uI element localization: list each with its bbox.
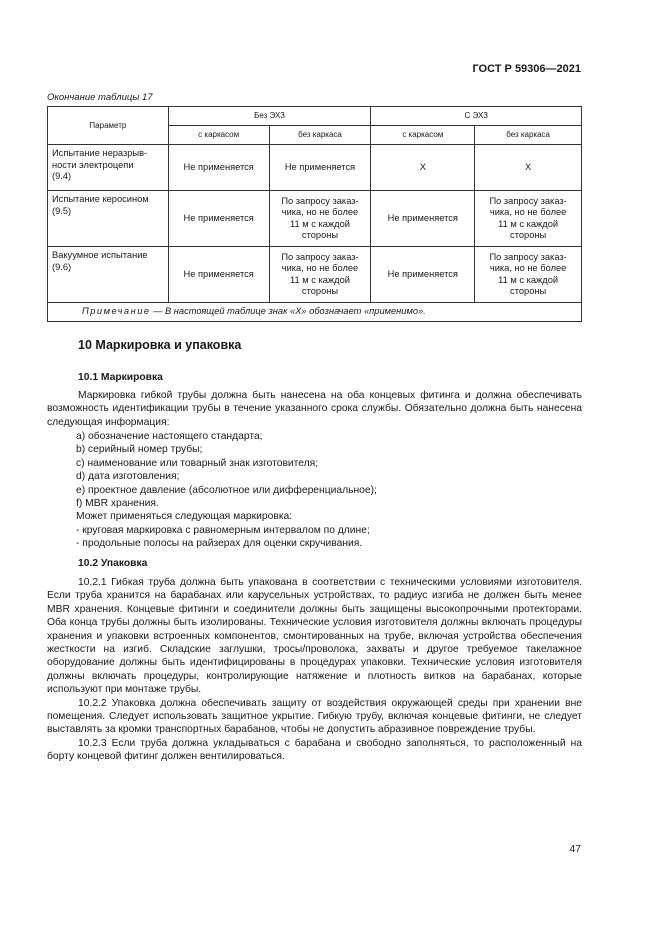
packaging-text (47, 576, 582, 764)
cell: По запросу заказ- чика, но не более 11 м с каждой стороны (269, 191, 371, 247)
sub-header: без каркаса (475, 126, 582, 145)
cell: Не применяется (168, 145, 269, 191)
list-item: b) серийный номер трубы; (76, 444, 203, 456)
list-item: f) MBR хранения. (76, 498, 159, 510)
cell: По запросу заказ- чика, но не более 11 м с каждой стороны (475, 191, 582, 247)
row-param: Вакуумное испытание (9.6) (48, 247, 169, 303)
cell: Х (475, 145, 582, 191)
table-17 (47, 106, 582, 322)
sub-header: с каркасом (168, 126, 269, 145)
table-note (48, 303, 582, 322)
paragraph-10-2-1: 10.2.1 Гибкая труба должна быть упакована в соответствии с техническими условиями изготовителя. Если труба хранится на барабанах или карусельных устройствах, то радиус изгиба не должен быть менее MBR хранения. Концевые фитинги и соединители должны быть защищены высокопрочными протекторами. Оба конца трубы должны быть изолированы. Технические условия изготовителя должны включать процедуры хранения и упаковки встроенных компонентов, смонтированных на трубе, включая устройства обеспечения жесткости на изгиб. Складские заглушки, тросы/проволока, захваты и другое требуемое такелажное оборудование должны быть идентифицированы в процедурах упаковки. Технические условия изготовителя должны включать процедуры, контролирующие натяжение и плотность витков на барабанах, которые используют при монтаже трубы. (47, 577, 582, 696)
cell: По запросу заказ- чика, но не более 11 м с каждой стороны (269, 247, 371, 303)
group-header-without-ecp: Без ЭХЗ (168, 107, 371, 126)
table-caption: Окончание таблицы 17 (47, 92, 153, 103)
list-item: d) дата изготовления; (76, 471, 180, 483)
sub-header: с каркасом (371, 126, 475, 145)
section-title: 10 Маркировка и упаковка (78, 338, 242, 352)
document-code: ГОСТ Р 59306—2021 (472, 63, 581, 75)
cell: Х (371, 145, 475, 191)
row-param: Испытание неразрыв- ности электроцепи (9.4) (48, 145, 169, 191)
list-item: - круговая маркировка с равномерным интервалом по длине; (76, 524, 370, 536)
subsection-title-marking: 10.1 Маркировка (78, 372, 163, 383)
note-label: Примечание (82, 306, 151, 316)
cell: Не применяется (168, 191, 269, 247)
list-item: - продольные полосы на райзерах для оценки скручивания. (76, 538, 363, 550)
table-row (48, 191, 582, 247)
marking-paragraph: Маркировка гибкой трубы должна быть нанесена на оба концевых фитинга и должна обеспечивать возможность идентификации трубы в течение указанного срока службы. Обязательно должна быть нанесена следующая информация: (47, 390, 582, 428)
list-item: а) обозначение настоящего стандарта; (76, 431, 263, 442)
table-row (48, 247, 582, 303)
row-param: Испытание керосином (9.5) (48, 191, 169, 247)
list-item: Может применяться следующая маркировка: (76, 511, 293, 523)
paragraph-10-2-3: 10.2.3 Если труба должна укладываться с барабана и свободно заполняться, то расположенный на борту концевой фитинг должен вентилироваться. (47, 737, 582, 763)
list-item: c) наименование или товарный знак изготовителя; (76, 457, 319, 469)
note-text: — В настоящей таблице знак «Х» обозначает «применимо». (150, 306, 426, 316)
page-number: 47 (569, 844, 581, 855)
marking-list (76, 430, 377, 551)
cell: Не применяется (371, 247, 475, 303)
paragraph-10-2-2: 10.2.2 Упаковка должна обеспечивать защиту от воздействия окружающей среды при хранении вне помещения. Следует использовать защитное укрытие. Гибкую трубу, включая концевые фитинги, не следует выставлять за кромки транспортных барабанов, чтобы не допустить абразивное повреждение трубы. (47, 697, 582, 736)
group-header-with-ecp: С ЭХЗ (371, 107, 582, 126)
table-row (48, 145, 582, 191)
cell: Не применяется (168, 247, 269, 303)
list-item: e) проектное давление (абсолютное или дифференциальное); (76, 484, 377, 496)
cell: Не применяется (269, 145, 371, 191)
cell: По запросу заказ- чика, но не более 11 м с каждой стороны (475, 247, 582, 303)
sub-header: без каркаса (269, 126, 371, 145)
cell: Не применяется (371, 191, 475, 247)
param-header: Параметр (48, 107, 169, 145)
subsection-title-packaging: 10.2 Упаковка (78, 558, 148, 569)
